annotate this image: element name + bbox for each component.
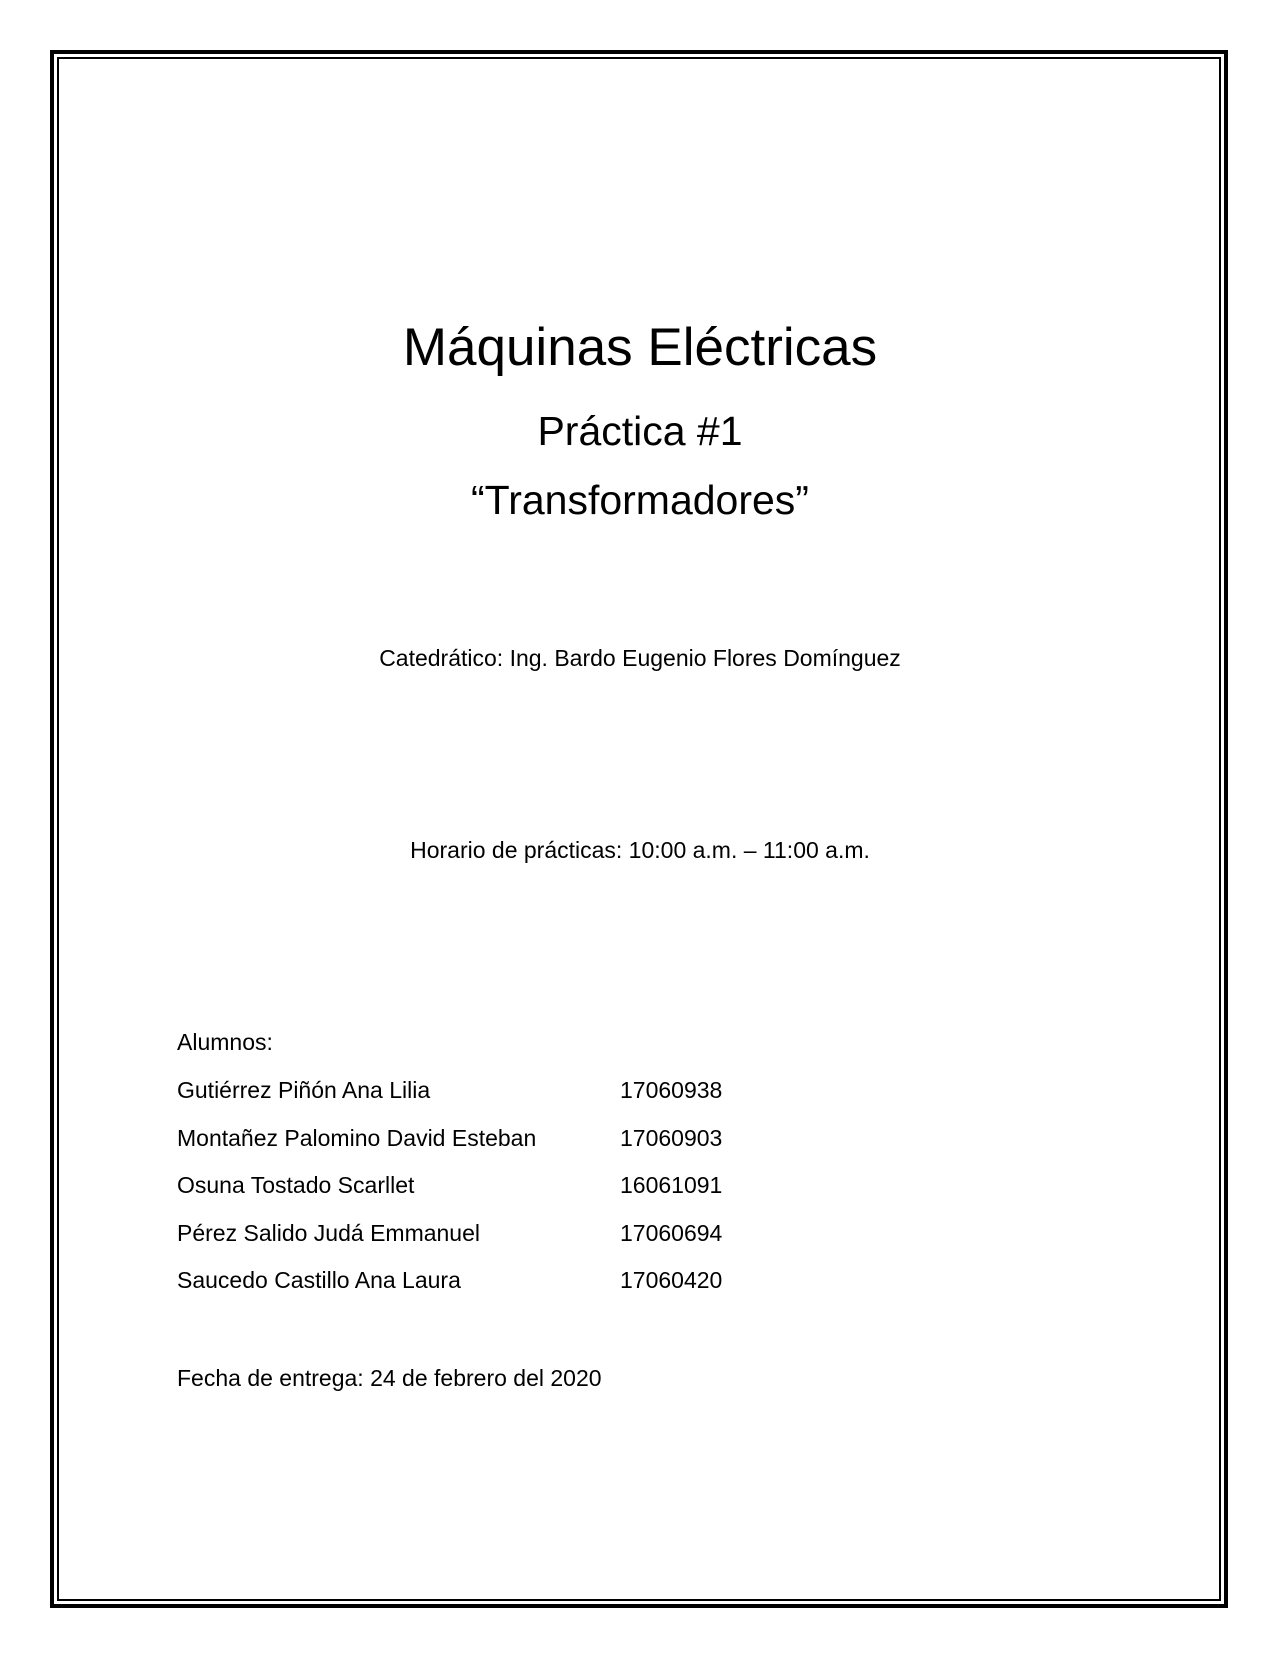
student-row xyxy=(177,1171,877,1219)
student-name: Montañez Palomino David Esteban xyxy=(177,1124,537,1151)
due-date: Fecha de entrega: 24 de febrero del 2020 xyxy=(177,1365,602,1391)
document-title: Máquinas Eléctricas xyxy=(402,318,878,377)
student-row xyxy=(177,1219,877,1267)
document-subtitle: Práctica #1 xyxy=(537,408,743,454)
student-id: 17060903 xyxy=(620,1124,723,1151)
student-name: Osuna Tostado Scarllet xyxy=(177,1172,415,1198)
students-label: Alumnos: xyxy=(177,1029,273,1055)
student-name: Saucedo Castillo Ana Laura xyxy=(177,1267,461,1293)
student-name: Pérez Salido Judá Emmanuel xyxy=(177,1219,480,1246)
student-id: 17060420 xyxy=(620,1267,723,1293)
student-row xyxy=(177,1076,877,1124)
schedule-line: Horario de prácticas: 10:00 a.m. – 11:00 a.m. xyxy=(410,837,870,863)
student-name: Gutiérrez Piñón Ana Lilia xyxy=(177,1077,431,1103)
document-topic: “Transformadores” xyxy=(471,477,809,523)
professor-line: Catedrático: Ing. Bardo Eugenio Flores Domínguez xyxy=(379,645,901,671)
student-id: 17060938 xyxy=(620,1077,723,1103)
student-id: 17060694 xyxy=(620,1219,723,1246)
students-list xyxy=(177,1076,877,1314)
student-id: 16061091 xyxy=(620,1172,723,1198)
student-row xyxy=(177,1124,877,1172)
student-row xyxy=(177,1266,877,1314)
